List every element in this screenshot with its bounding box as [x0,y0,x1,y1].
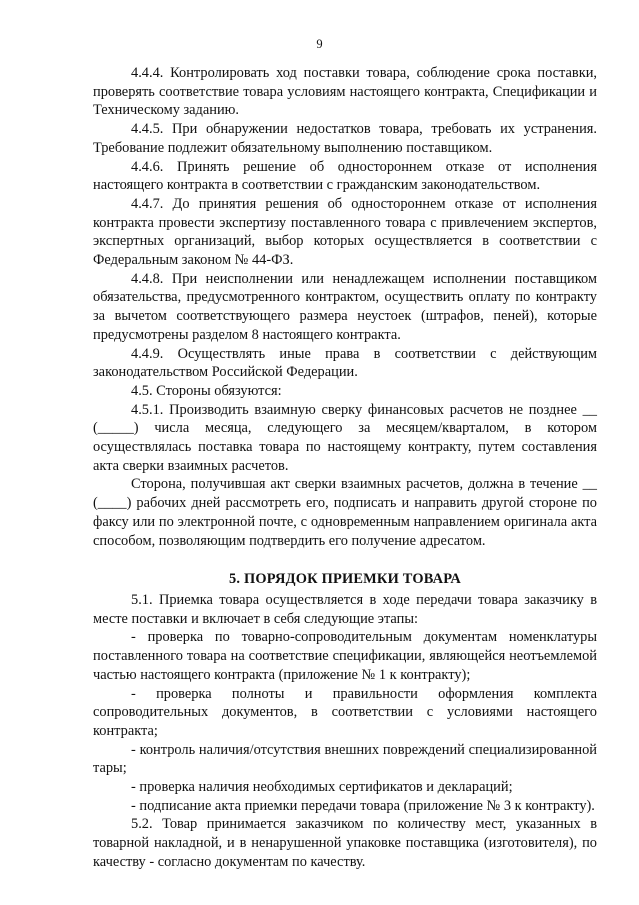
clause-4-4-7: 4.4.7. До принятия решения об одностороннем отказе от исполнения контракта провести экспертизу поставленного товара с привлечением экспертов, экспертных организаций, выбор которых осуществляется в соответствии с Федеральным законом № 44-ФЗ. [93,195,597,269]
clause-5-1: 5.1. Приемка товара осуществляется в ходе передачи товара заказчику в месте поставки и включает в себя следующие этапы: [93,591,597,627]
list-item-documents-check: - проверка полноты и правильности оформления комплекта сопроводительных документов, в соответствии с условиями настоящего контракта; [93,685,597,739]
list-item-nomenclature-check: - проверка по товарно-сопроводительным документам номенклатуры поставленного товара на соответствие спецификации, являющейся неотъемлемой частью настоящего контракта (приложение № 1 к контракту); [93,629,597,683]
clause-4-5-1: 4.5.1. Производить взаимную сверку финансовых расчетов не позднее __ (_____) числа месяца, следующего за месяцем/кварталом, в котором осуществлялась поставка товара по настоящему контракту, путем составления акта сверки взаимных расчетов. [93,401,597,474]
list-item-certificates-check: - проверка наличия необходимых сертификатов и деклараций; [131,779,513,796]
clause-4-4-9: 4.4.9. Осуществлять иные права в соответствии с действующим законодательством Российской Федерации. [93,345,597,381]
clause-4-4-8: 4.4.8. При неисполнении или ненадлежащем исполнении поставщиком обязательства, предусмотренного контрактом, осуществить оплату по контракту за вычетом соответствующего размера неустоек (штрафов, пеней), которые предусмотрены разделом 8 настоящего контракта. [93,270,597,343]
clause-4-4-5: 4.4.5. При обнаружении недостатков товара, требовать их устранения. Требование подлежит обязательному выполнению поставщиком. [93,121,597,156]
list-item-acceptance-act: - подписание акта приемки передачи товара (приложение № 3 к контракту). [131,797,595,814]
clause-4-4-4: 4.4.4. Контролировать ход поставки товара, соблюдение срока поставки, проверять соответствие товара условиям настоящего контракта, Спецификации и Техническому заданию. [93,65,597,119]
page-body [93,64,597,872]
clause-4-4-6: 4.4.6. Принять решение об одностороннем отказе от исполнения настоящего контракта в соответствии с гражданским законодательством. [93,158,597,194]
section-heading: 5. ПОРЯДОК ПРИЕМКИ ТОВАРА [229,571,461,588]
clause-5-2: 5.2. Товар принимается заказчиком по количеству мест, указанных в товарной накладной, и в ненарушенной упаковке поставщика (изготовителя), по качеству - согласно документам по качеству. [93,816,597,870]
page-number: 9 [316,37,323,51]
clause-4-5: 4.5. Стороны обязуются: [131,382,282,399]
list-item-damage-control: - контроль наличия/отсутствия внешних повреждений специализированной тары; [93,741,597,777]
clause-4-5-1-continuation: Сторона, получившая акт сверки взаимных расчетов, должна в течение __ (____) рабочих дней рассмотреть его, подписать и направить другой стороне по факсу или по электронной почте, с одновременным направлением оригинала акта способом, позволяющим подтвердить его получение адресатом. [93,476,597,549]
